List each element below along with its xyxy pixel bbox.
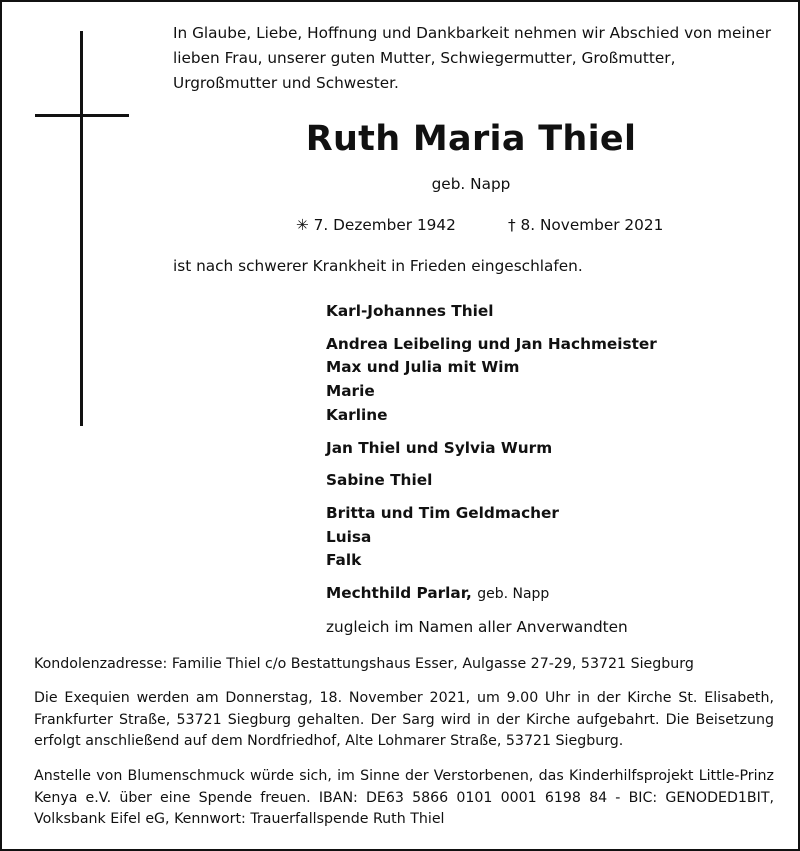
mourners-list	[326, 300, 657, 639]
deceased-name: Ruth Maria Thiel	[305, 119, 637, 159]
mourner-name: Andrea Leibeling und Jan Hachmeister	[326, 334, 657, 353]
mourner-name: Karl-Johannes Thiel	[326, 302, 494, 320]
mourner-name: Sabine Thiel	[326, 471, 433, 490]
mourner-name: Jan Thiel und Sylvia Wurm	[326, 438, 553, 457]
mourner-group	[326, 502, 657, 573]
intro-text: In Glaube, Liebe, Hoffnung und Dankbarkeit nehmen wir Abschied von meiner lieben Frau, unserer guten Mutter, Schwiegermutter, Großmutter, Urgroßmutter und Schwester.	[173, 24, 772, 92]
birth-date: ✳ 7. Dezember 1942	[296, 216, 456, 234]
mourner-group	[326, 582, 657, 607]
cross-horizontal-bar	[35, 114, 129, 117]
mourner-name: Britta und Tim Geldmacher	[326, 503, 559, 522]
maiden-name: geb. Napp	[431, 175, 511, 193]
mourner-name: Falk	[326, 551, 362, 570]
mourner-group	[326, 437, 657, 461]
sister-maiden-name: geb. Napp	[477, 586, 550, 603]
mourner-group	[326, 300, 657, 324]
condolence-address: Kondolenzadresse: Familie Thiel c/o Bestattungshaus Esser, Aulgasse 27-29, 53721 Siegburg	[34, 656, 694, 672]
passed-text: ist nach schwerer Krankheit in Frieden eingeschlafen.	[173, 257, 583, 275]
mourner-name: Luisa	[326, 527, 372, 546]
mourner-name: Max und Julia mit Wim	[326, 358, 520, 377]
mourner-name: Karline	[326, 405, 388, 424]
exequien-text: Die Exequien werden am Donnerstag, 18. November 2021, um 9.00 Uhr in der Kirche St. Elisabeth, Frankfurter Straße, 53721 Siegburg gehalten. Der Sarg wird in der Kirche aufgebahrt. Die Beisetzung erfolgt anschließend auf dem Nordfriedhof, Alte Lohmarer Straße, 53721 Siegburg.	[34, 690, 774, 750]
donation-text: Anstelle von Blumenschmuck würde sich, im Sinne der Verstorbenen, das Kinderhilfsprojekt Little-Prinz Kenya e.V. über eine Spende freuen. IBAN: DE63 5866 0101 0001 6198 84 - BIC: GENODED1BIT, Volksbank Eifel eG, Kennwort: Trauerfallspende Ruth Thiel	[34, 768, 774, 828]
sister-name: Mechthild Parlar,	[326, 584, 472, 603]
cross-vertical-bar	[80, 31, 83, 426]
mourner-group	[326, 469, 657, 493]
closing-text: zugleich im Namen aller Anverwandten	[326, 617, 628, 636]
death-date: † 8. November 2021	[508, 216, 664, 234]
mourner-name: Marie	[326, 382, 375, 401]
mourner-group	[326, 333, 657, 428]
sister-line	[326, 582, 657, 607]
